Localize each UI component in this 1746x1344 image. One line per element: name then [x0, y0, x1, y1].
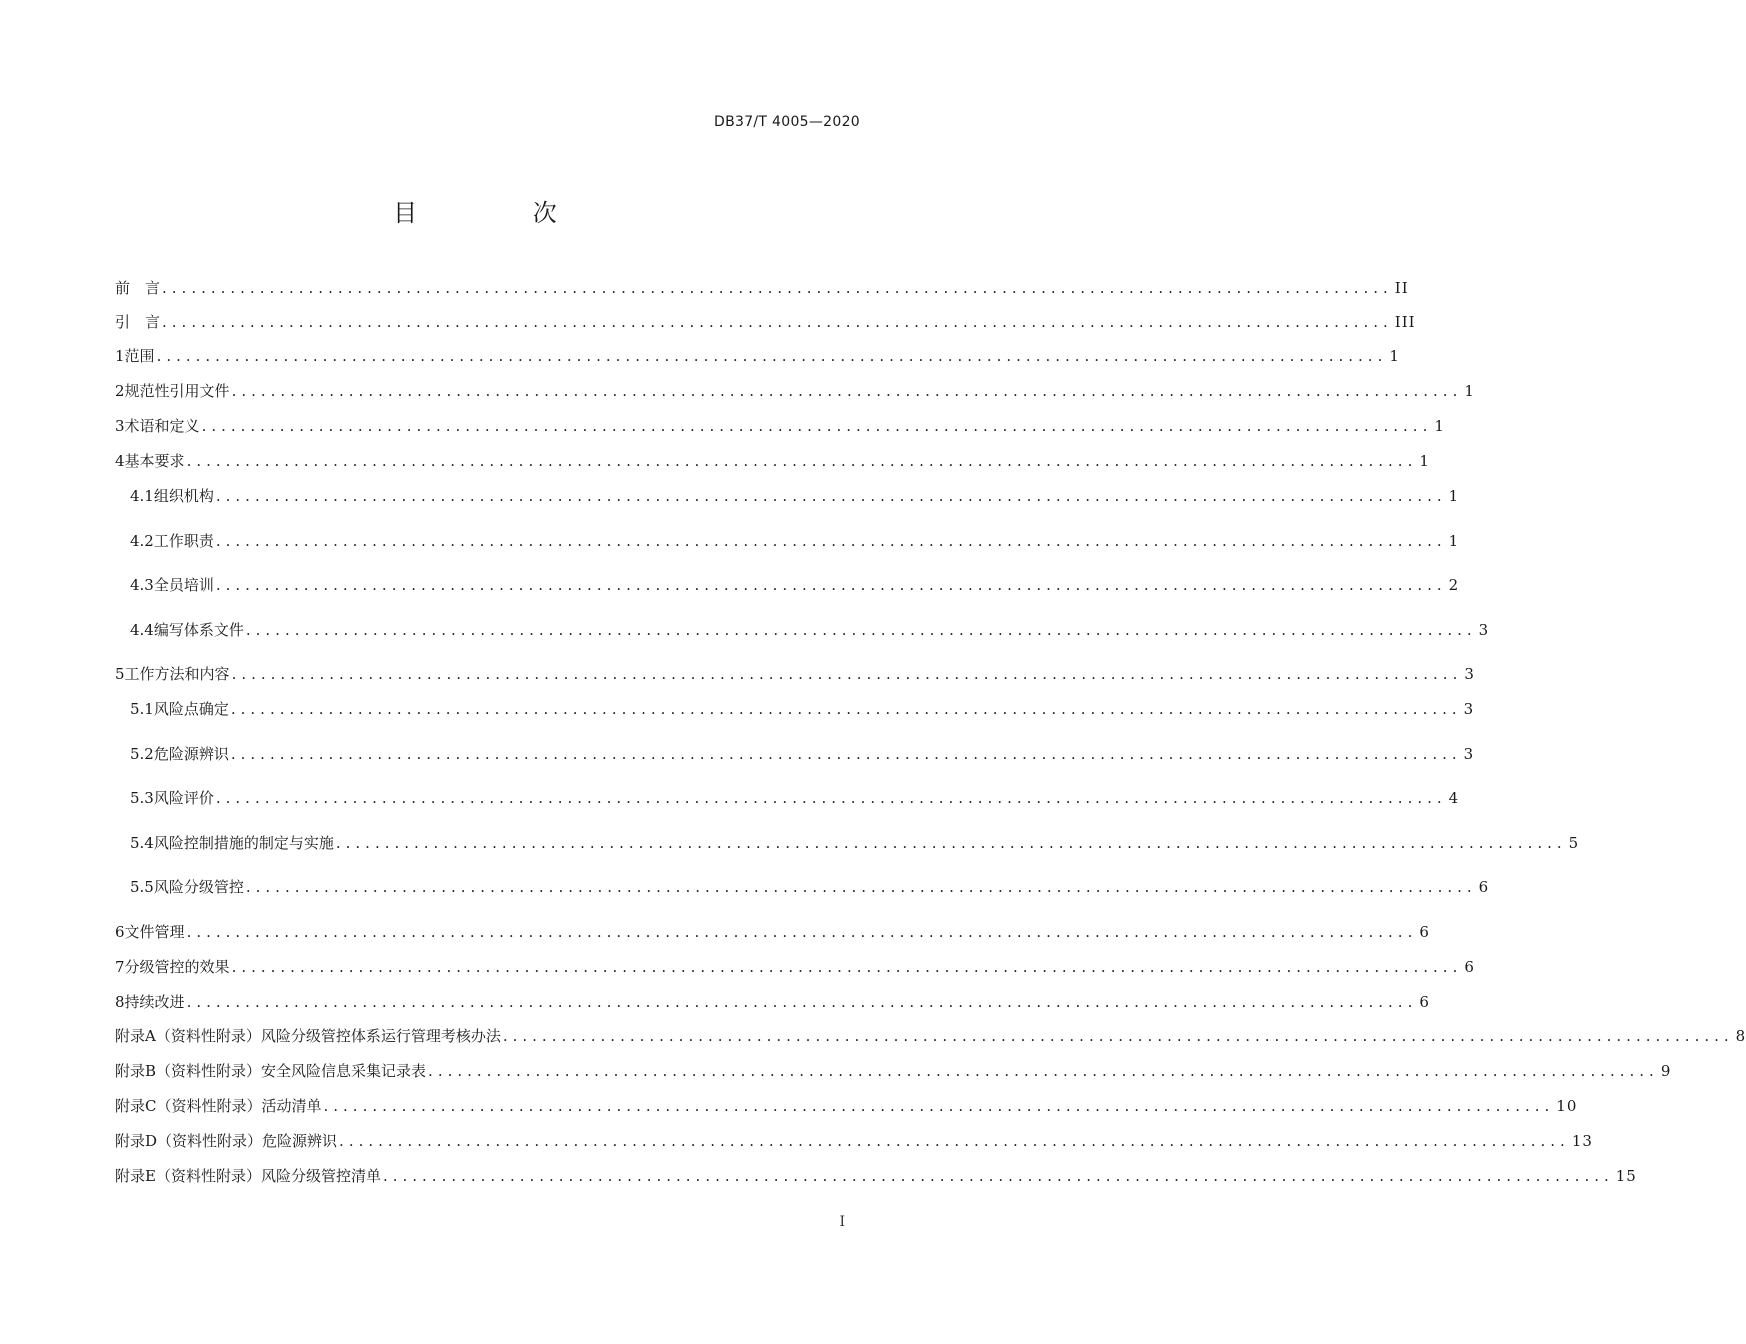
toc-entry-number: 7: [115, 958, 125, 976]
toc-entry-page: 6: [1419, 923, 1430, 941]
toc-subentry[interactable]: [130, 832, 1580, 854]
toc-entry-label: 风险控制措施的制定与实施: [153, 834, 334, 852]
toc-entry-number: 4.4: [130, 621, 154, 639]
toc-entry[interactable]: [115, 956, 1475, 978]
leader-dots: ..............................................................................................................................: [186, 993, 1418, 1011]
toc-entry-number: 4.2: [130, 532, 154, 550]
leader-dots: ..............................................................................................................................: [231, 665, 1463, 683]
leader-dots: ..............................................................................................................................: [502, 1027, 1734, 1045]
leader-dots: ..............................................................................................................................: [231, 382, 1463, 400]
leader-dots: ..............................................................................................................................: [162, 313, 1393, 331]
toc-entry[interactable]: [115, 921, 1430, 943]
toc-appendix[interactable]: [115, 1130, 1593, 1152]
appendix-number: 附录A（资料性附录）: [115, 1027, 261, 1045]
toc-entry[interactable]: [115, 380, 1475, 402]
toc-entry-page: 2: [1448, 576, 1460, 594]
toc-appendix[interactable]: [115, 1095, 1578, 1117]
toc-entry-label: 编写体系文件: [153, 621, 244, 639]
toc-entry-label: 组织机构: [153, 487, 214, 505]
leader-dots: ..............................................................................................................................: [230, 745, 1462, 763]
leader-dots: ..............................................................................................................................: [335, 834, 1567, 852]
toc-entry-number: 5: [115, 665, 125, 683]
toc-entry-label: 风险点确定: [153, 700, 229, 718]
leader-dots: ..............................................................................................................................: [339, 1132, 1570, 1150]
leader-dots: ..............................................................................................................................: [215, 532, 1447, 550]
toc-entry-label: 危险源辨识: [262, 1132, 338, 1150]
toc-entry-page: 1: [1434, 417, 1445, 435]
toc-entry-page: 1: [1389, 347, 1400, 365]
toc-entry-label: 工作方法和内容: [124, 665, 230, 683]
leader-dots: ..............................................................................................................................: [245, 878, 1477, 896]
toc-entry-page: 3: [1478, 621, 1490, 639]
toc-entry-page: 1: [1448, 487, 1460, 505]
leader-dots: ..............................................................................................................................: [230, 700, 1462, 718]
leader-dots: ..............................................................................................................................: [382, 1167, 1614, 1185]
toc-subentry[interactable]: [130, 485, 1460, 507]
document-code: DB37/T 4005—2020: [714, 114, 860, 130]
toc-entry-number: 4.1: [130, 487, 154, 505]
toc-entry-label: 危险源辨识: [153, 745, 229, 763]
toc-entry-number: 2: [115, 382, 125, 400]
toc-entry-label: 持续改进: [124, 993, 185, 1011]
toc-entry-page: 6: [1419, 993, 1430, 1011]
toc-entry-label: 范围: [124, 347, 155, 365]
toc-entry-number: 5.3: [130, 789, 154, 807]
toc-entry-page: 6: [1478, 878, 1490, 896]
toc-appendix[interactable]: [115, 1025, 1746, 1047]
leader-dots: ..............................................................................................................................: [245, 621, 1477, 639]
toc-entry-number: 6: [115, 923, 125, 941]
toc-entry-number: 3: [115, 417, 125, 435]
leader-dots: ..............................................................................................................................: [201, 417, 1433, 435]
toc-entry-page: 1: [1419, 452, 1430, 470]
toc-entry-number: 1: [115, 347, 125, 365]
toc-entry-label: 安全风险信息采集记录表: [261, 1062, 427, 1080]
toc-entry[interactable]: [115, 450, 1430, 472]
toc-entry-foreword[interactable]: [115, 277, 1409, 299]
toc-entry-label: 分级管控的效果: [124, 958, 230, 976]
toc-entry-number: 4.3: [130, 576, 154, 594]
toc-entry-page: 9: [1660, 1062, 1672, 1080]
toc-appendix[interactable]: [115, 1165, 1637, 1187]
toc-entry-page: 1: [1448, 532, 1460, 550]
appendix-number: 附录C（资料性附录）: [115, 1097, 262, 1115]
page-title: 目 次: [393, 199, 611, 227]
toc-subentry[interactable]: [130, 530, 1460, 552]
leader-dots: ..............................................................................................................................: [162, 279, 1393, 297]
toc-entry[interactable]: [115, 415, 1445, 437]
toc-entry-introduction[interactable]: [115, 311, 1416, 333]
leader-dots: ..............................................................................................................................: [215, 789, 1447, 807]
toc-entry-label: 风险分级管控: [153, 878, 244, 896]
leader-dots: ..............................................................................................................................: [215, 487, 1447, 505]
leader-dots: ..............................................................................................................................: [156, 347, 1388, 365]
toc-entry[interactable]: [115, 345, 1400, 367]
toc-subentry[interactable]: [130, 876, 1490, 898]
toc-subentry[interactable]: [130, 619, 1490, 641]
toc-entry-label: 文件管理: [124, 923, 185, 941]
toc-subentry[interactable]: [130, 787, 1460, 809]
toc-entry-page: 15: [1615, 1167, 1637, 1185]
leader-dots: ..............................................................................................................................: [186, 452, 1418, 470]
page-number: I: [839, 1214, 845, 1230]
toc-entry-label: 规范性引用文件: [124, 382, 230, 400]
toc-subentry[interactable]: [130, 698, 1475, 720]
toc-entry-page: 3: [1463, 700, 1475, 718]
toc-entry-label: 术语和定义: [124, 417, 200, 435]
toc-entry-page: 8: [1735, 1027, 1746, 1045]
toc-entry-page: 1: [1464, 382, 1475, 400]
toc-entry-page: 4: [1448, 789, 1460, 807]
appendix-number: 附录B（资料性附录）: [115, 1062, 262, 1080]
leader-dots: ..............................................................................................................................: [428, 1062, 1659, 1080]
toc-subentry[interactable]: [130, 574, 1460, 596]
toc-entry-page: III: [1394, 313, 1416, 331]
toc-entry-label: 前 言: [115, 279, 161, 297]
leader-dots: ..............................................................................................................................: [231, 958, 1463, 976]
toc-entry-page: II: [1394, 279, 1409, 297]
toc-entry-page: 3: [1464, 665, 1475, 683]
toc-entry-label: 风险评价: [153, 789, 214, 807]
toc-entry-number: 5.4: [130, 834, 154, 852]
appendix-number: 附录E（资料性附录）: [115, 1167, 261, 1185]
toc-entry-label: 基本要求: [124, 452, 185, 470]
toc-entry[interactable]: [115, 663, 1475, 685]
toc-entry-number: 5.1: [130, 700, 154, 718]
toc-entry-page: 13: [1571, 1132, 1593, 1150]
toc-entry-label: 活动清单: [261, 1097, 322, 1115]
toc-entry-number: 8: [115, 993, 125, 1011]
toc-entry-page: 6: [1464, 958, 1475, 976]
toc-entry-page: 5: [1568, 834, 1580, 852]
toc-entry-label: 引 言: [115, 313, 161, 331]
toc-entry-page: 3: [1463, 745, 1475, 763]
toc-subentry[interactable]: [130, 743, 1475, 765]
leader-dots: ..............................................................................................................................: [323, 1097, 1555, 1115]
toc-entry-label: 全员培训: [153, 576, 214, 594]
toc-entry-label: 风险分级管控清单: [260, 1167, 381, 1185]
toc-entry-number: 4: [115, 452, 125, 470]
toc-entry-label: 风险分级管控体系运行管理考核办法: [260, 1027, 501, 1045]
toc-entry-label: 工作职责: [153, 532, 214, 550]
leader-dots: ..............................................................................................................................: [186, 923, 1418, 941]
toc-entry-number: 5.2: [130, 745, 154, 763]
toc-entry-number: 5.5: [130, 878, 154, 896]
toc-entry[interactable]: [115, 991, 1430, 1013]
toc-entry-page: 10: [1556, 1097, 1578, 1115]
appendix-number: 附录D（资料性附录）: [115, 1132, 263, 1150]
toc-appendix[interactable]: [115, 1060, 1672, 1082]
leader-dots: ..............................................................................................................................: [215, 576, 1447, 594]
